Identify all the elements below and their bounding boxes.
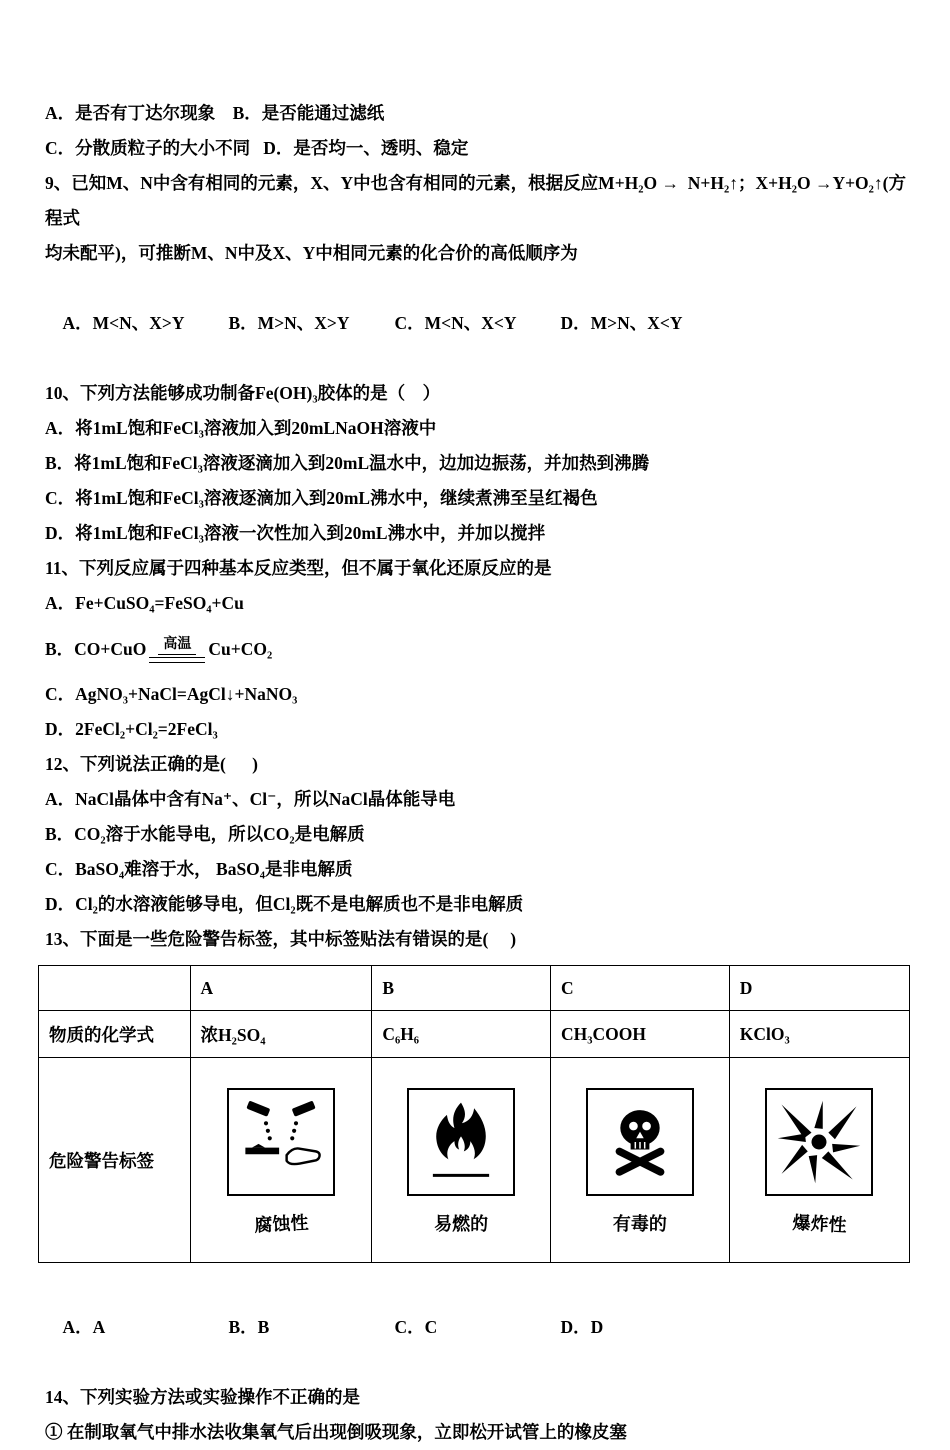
toxic-label: 有毒的 bbox=[612, 1214, 667, 1234]
q10-option-c: C．将1mL饱和FeCl₃溶液逐滴加入到20mL沸水中，继续煮沸至呈红褐色 bbox=[45, 488, 598, 508]
q11-option-b-products: Cu+CO₂ bbox=[208, 638, 273, 659]
hazard-cell-a bbox=[190, 1058, 372, 1263]
header-empty-cell bbox=[39, 966, 191, 1011]
q13-answer-c: C．C bbox=[394, 1317, 438, 1337]
header-cell-d: D bbox=[729, 966, 909, 1011]
hazard-label-table bbox=[38, 965, 910, 1263]
q14-item-1: ① 在制取氧气中排水法收集氧气后出现倒吸现象，立即松开试管上的橡皮塞 bbox=[45, 1422, 627, 1442]
formula-row-label: 物质的化学式 bbox=[39, 1011, 191, 1058]
q10-stem: 10、下列方法能够成功制备Fe(OH)₃胶体的是（ ） bbox=[45, 383, 441, 403]
header-cell-c: C bbox=[551, 966, 730, 1011]
q11-option-d: D．2FeCl₂+Cl₂=2FeCl₃ bbox=[45, 719, 218, 739]
q13-answer-a: A．A bbox=[62, 1317, 106, 1337]
q9-option-b: B．M>N、X>Y bbox=[228, 313, 350, 333]
q10-option-b: B．将1mL饱和FeCl₃溶液逐滴加入到20mL温水中，边加边振荡，并加热到沸腾 bbox=[45, 453, 650, 473]
q8-options-cd: C．分散质粒子的大小不同 D．是否均一、透明、稳定 bbox=[45, 138, 469, 158]
q12-option-b: B．CO₂溶于水能导电，所以CO₂是电解质 bbox=[45, 824, 365, 844]
q10-option-d: D．将1mL饱和FeCl₃溶液一次性加入到20mL沸水中，并加以搅拌 bbox=[45, 523, 546, 543]
corrosive-label: 腐蚀性 bbox=[253, 1212, 309, 1236]
explosive-label: 爆炸性 bbox=[791, 1212, 847, 1236]
q11-option-c: C．AgNO₃+NaCl=AgCl↓+NaNO₃ bbox=[45, 684, 298, 704]
q9-option-a: A．M<N、X>Y bbox=[62, 313, 185, 333]
q8-options-ab: A．是否有丁达尔现象 B．是否能通过滤纸 bbox=[45, 103, 385, 123]
hazard-row-label: 危险警告标签 bbox=[39, 1058, 191, 1263]
header-cell-b: B bbox=[372, 966, 551, 1011]
q9-option-c: C．M<N、X<Y bbox=[394, 313, 517, 333]
q14-stem: 14、下列实验方法或实验操作不正确的是 bbox=[45, 1387, 360, 1407]
q11-option-a: A．Fe+CuSO₄=FeSO₄+Cu bbox=[45, 593, 244, 613]
q11-stem: 11、下列反应属于四种基本反应类型，但不属于氧化还原反应的是 bbox=[45, 558, 552, 578]
formula-cell-d: KClO₃ bbox=[729, 1011, 909, 1058]
q13-stem: 13、下面是一些危险警告标签，其中标签贴法有错误的是( ) bbox=[45, 929, 517, 949]
q9-stem-line1: 9、已知M、N中含有相同的元素，X、Y中也含有相同的元素，根据反应M+H₂O → N+H₂↑；X+H₂O →Y+O₂↑(方程式 bbox=[45, 173, 906, 228]
reaction-equals-line bbox=[149, 657, 205, 663]
q9-option-d: D．M>N、X<Y bbox=[560, 313, 683, 333]
q10-option-a: A．将1mL饱和FeCl₃溶液加入到20mLNaOH溶液中 bbox=[45, 418, 437, 438]
formula-cell-b: C₆H₆ bbox=[372, 1011, 551, 1058]
q12-option-d: D．Cl₂的水溶液能够导电，但Cl₂既不是电解质也不是非电解质 bbox=[45, 894, 524, 914]
header-cell-a: A bbox=[190, 966, 372, 1011]
reaction-condition-label: 高温 bbox=[158, 636, 196, 655]
q11-option-b-reactants: B．CO+CuO bbox=[45, 638, 147, 659]
formula-cell-a: 浓H₂SO₄ bbox=[190, 1011, 372, 1058]
corrosive-icon bbox=[227, 1088, 335, 1196]
q12-stem: 12、下列说法正确的是( ) bbox=[45, 754, 258, 774]
q13-answer-options bbox=[45, 1275, 910, 1380]
q13-answer-d: D．D bbox=[560, 1317, 604, 1337]
hazard-icon-row bbox=[39, 1058, 910, 1263]
hazard-cell-b bbox=[372, 1058, 551, 1263]
formula-row bbox=[39, 1011, 910, 1058]
q11-option-b bbox=[45, 621, 910, 677]
q13-answer-b: B．B bbox=[228, 1317, 270, 1337]
q9-options bbox=[45, 271, 910, 376]
formula-cell-c: CH₃COOH bbox=[551, 1011, 730, 1058]
toxic-icon bbox=[586, 1088, 694, 1196]
flammable-icon bbox=[407, 1088, 515, 1196]
flammable-label: 易燃的 bbox=[434, 1214, 489, 1234]
q12-option-a: A．NaCl晶体中含有Na⁺、Cl⁻，所以NaCl晶体能导电 bbox=[45, 789, 456, 809]
reaction-condition bbox=[149, 636, 205, 663]
hazard-cell-d bbox=[729, 1058, 909, 1263]
q12-option-c: C．BaSO₄难溶于水， BaSO₄是非电解质 bbox=[45, 859, 353, 879]
q9-stem-line2: 均未配平)，可推断M、N中及X、Y中相同元素的化合价的高低顺序为 bbox=[45, 243, 578, 263]
hazard-cell-c bbox=[551, 1058, 730, 1263]
explosive-icon bbox=[765, 1088, 873, 1196]
table-header-row bbox=[39, 966, 910, 1011]
